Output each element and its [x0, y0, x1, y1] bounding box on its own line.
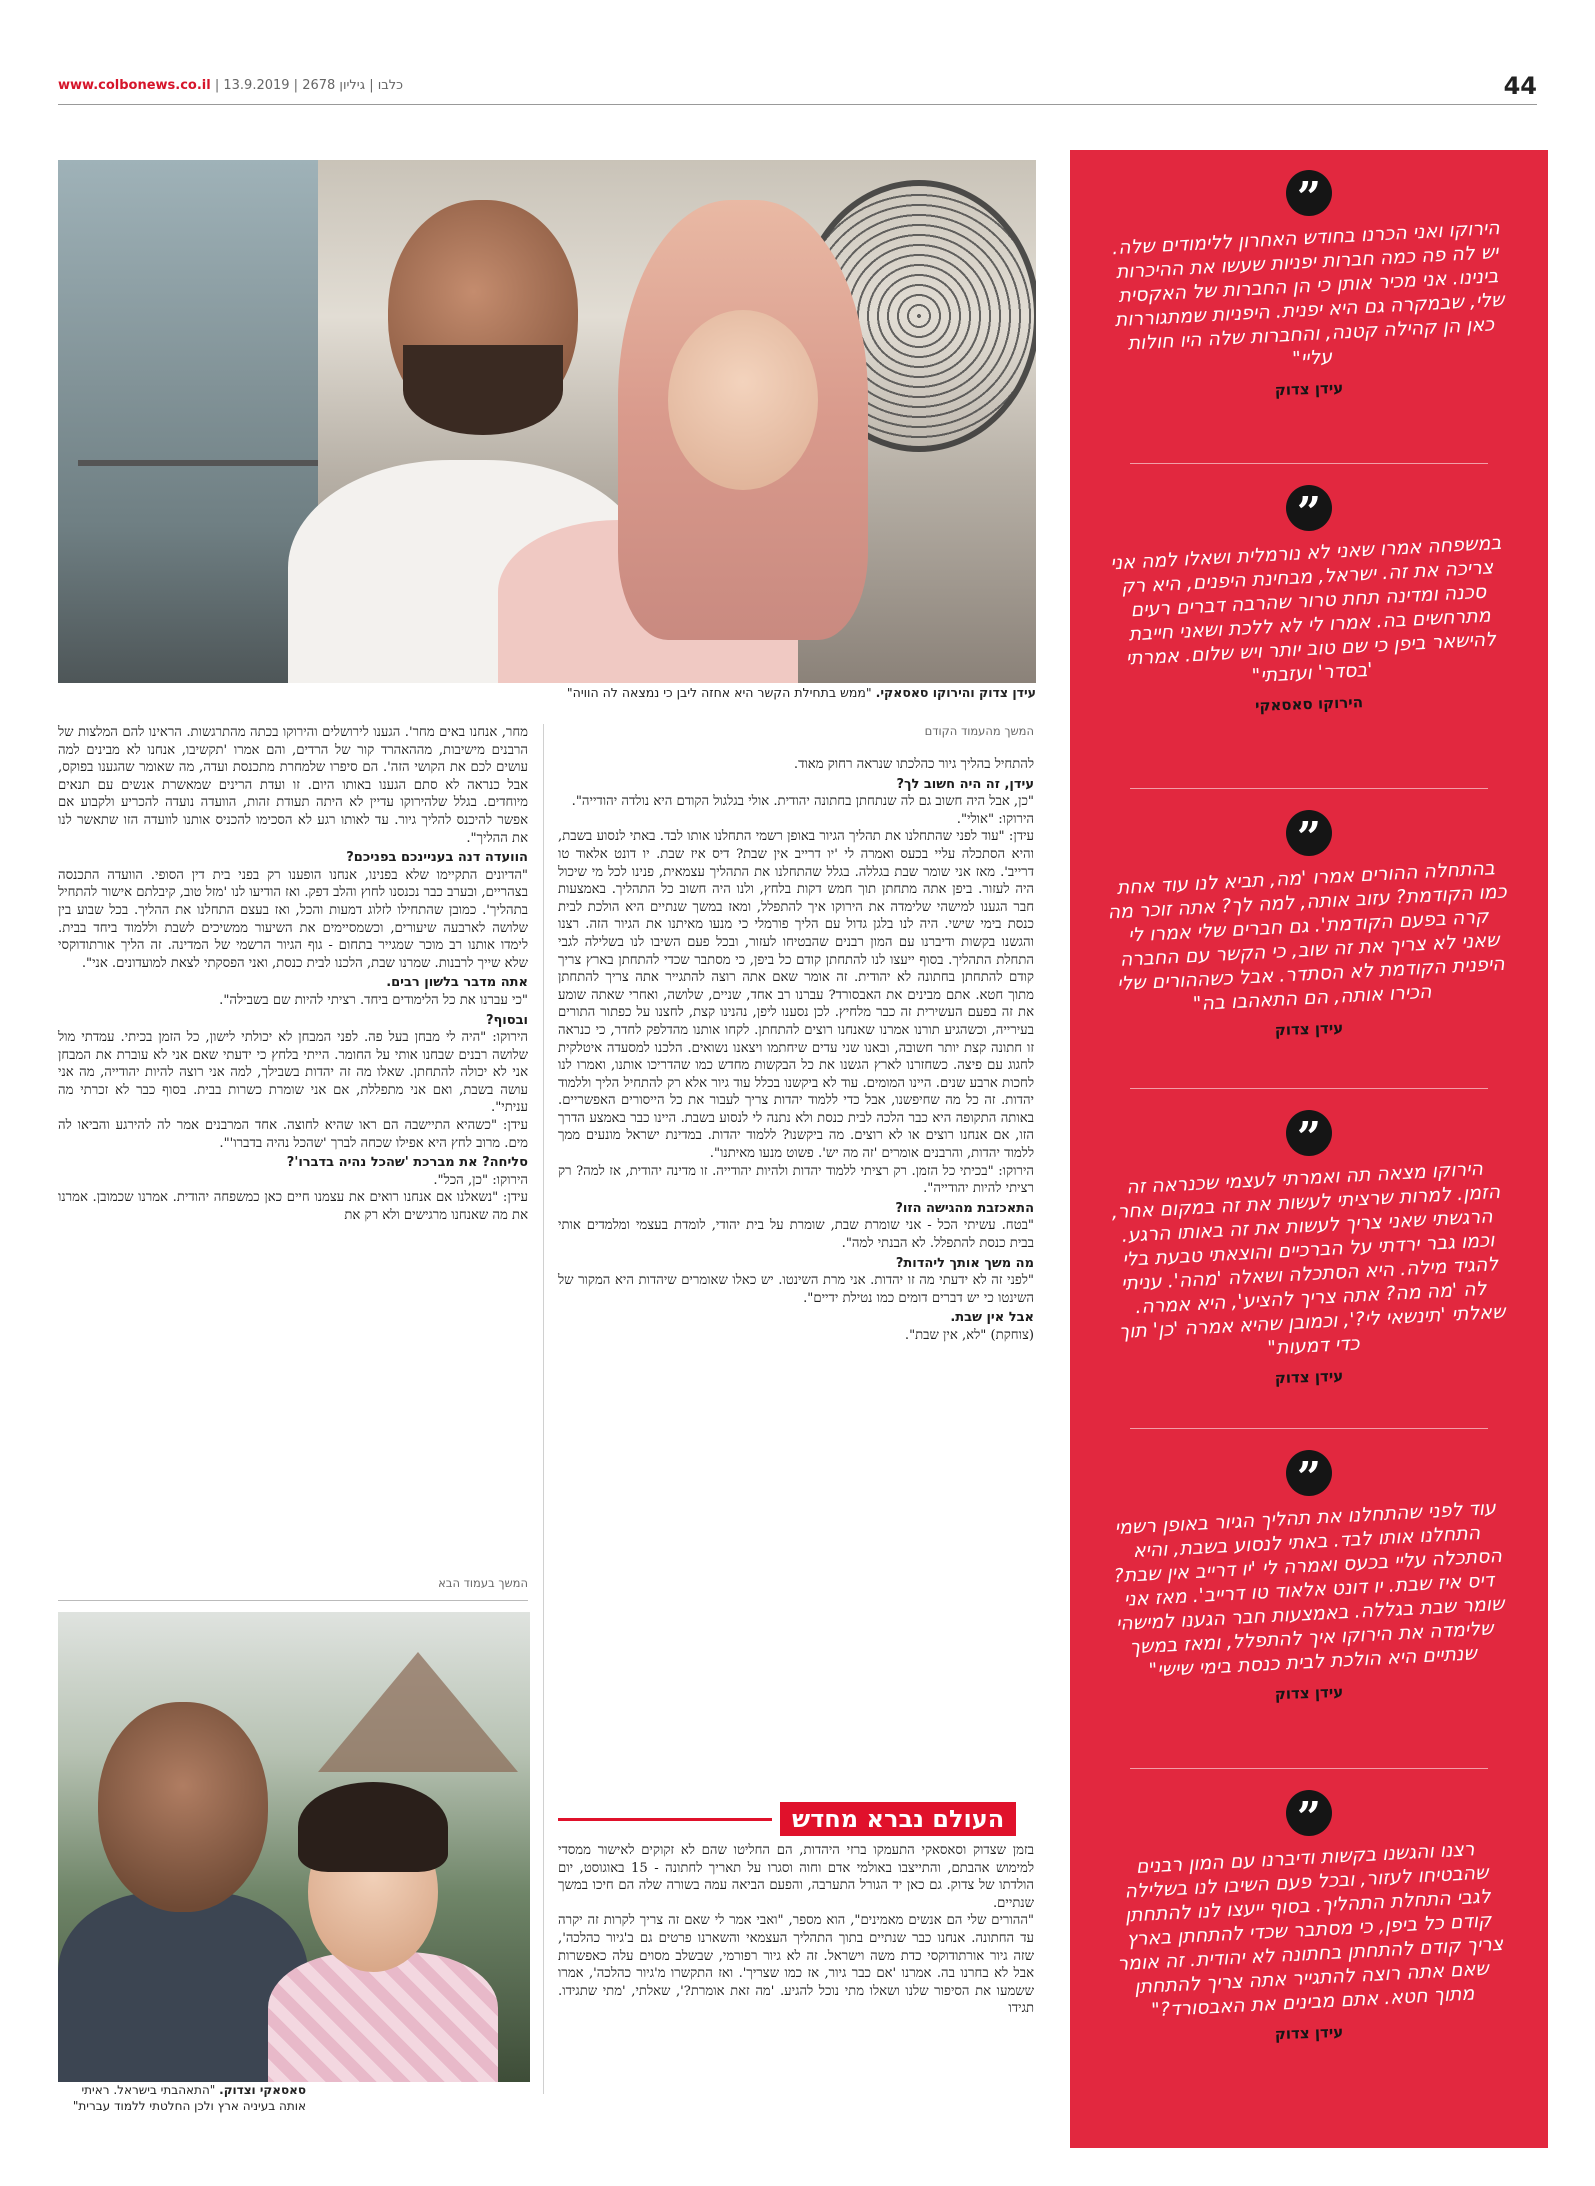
column-divider: [543, 724, 544, 2094]
pull-quote-text: הירוקו מצאה תה ואמרתי לעצמי שכנראה זה הזמן. למרות שרציתי לעשות את זה במקום אחר, הרגשתי שאני צריך לעשות את זה באותו הרגע. וכמו גבר ירדתי על הברכיים והוצאתי טבעת בלי להגיד מילה. היא הסתכלה ושאלה 'מהה'. עניתי לה 'מה מה? אתה צריך להציע', היא אמרה. שאלתי 'תינשאי לי?', וכמובן שהיא אמרה 'כן' תוך כדי דמעות": [1111, 1157, 1506, 1360]
continued-from-note: המשך מהעמוד הקודם: [924, 724, 1034, 738]
quote-separator: [1130, 788, 1488, 789]
interview-question: אבל אין שבת.: [950, 1310, 1034, 1326]
header-rule: [58, 104, 1537, 105]
pull-quote-text: רצנו והגשנו בקשות ודיברנו עם המון רבנים שהבטיחו לעזור, ובכל פעם השיבו לנו בשלילה לגבי התחלת התהליך. בסוף ייעצו לנו להתחתן קודם כל ביפן, כי מסתבר שכדי להתחתן בארץ צריך קודם להתחתן בחתונה לא יהודית. זה אומר שאם אתה רוצה להתגייר אתה צריך להתחתן מתוך חטא. אתם מבינים את האבסורד?": [1116, 1838, 1504, 2022]
issue-number: גיליון 2678: [302, 78, 366, 93]
section-subhead: העולם נברא מחדש: [780, 1802, 1016, 1836]
article-paragraph: הירוקו: "כן, הכל".: [433, 1172, 528, 1188]
article-paragraph: "הדיונים התקיימו שלא בפנינו, אנחנו הופענו רק בפני בית דין הסופי. הוועדה התכנסה בצהריים, ובערב כבר נכנסנו לחוץ והלב דפק. ואז הודיעו לנו 'מזל טוב, קיבלתם אישור להתחיל בתהליך'. כמובן שהתחילו לזלוג דמעות והכל, ואז בעצם התחלנו את ההליך. בכל שבוע בין שלושה לארבעה שיעורים, וכשמסיימים את השיעור ממשיכים לשבת וללמוד ביחד בבית. לימדו אותנו רב מוכר שמגייר בתחום - גוף הגיור הרשמי של המדינה. זה הליך אורתודוקסי שלא שייך לרבנות. שמרנו שבת, הלכנו לבית כנסת, ואני הפסקתי לצאת למועדונים. אני".: [58, 867, 528, 971]
masthead-info: www.colbonews.co.il | כלבו | גיליון 2678 | 13.9.2019: [58, 78, 404, 93]
pull-quote-text: הירוקו ואני הכרנו בחודש האחרון ללימודים שלה. יש לה פה כמה חברות יפניות שעשו את ההיכרות בינינו. אני מכיר אותן כי הן החברות של האקסית שלי, שבמקרה גם היא יפנית. היפניות שמתגוררות כאן הן קהילה קטנה, והחברות שלה היו חולות עליי": [1111, 216, 1505, 370]
caption-names: עידן צדוק והירוקו סאסאקי.: [875, 685, 1036, 700]
quote-mark-icon: ”: [1286, 485, 1332, 531]
pull-quote: [1070, 170, 1548, 398]
quotes-sidebar: [1070, 150, 1548, 2148]
quote-mark-icon: ”: [1286, 810, 1332, 856]
article-paragraph: עידן: "נשאלנו אם אנחנו רואים את עצמנו חיים כאן כמשפחה יהודית. אמרנו שכמובן. אמרנו את מה שאנחנו מרגישים ולא רק את: [58, 1190, 528, 1224]
article-column-left: [58, 724, 528, 1225]
caption2-names: סאסאקי וצדוק.: [219, 2083, 306, 2097]
pull-quote-attribution: עידן צדוק: [1274, 1682, 1344, 1704]
pull-quote-attribution: הירוקו סאסאקי: [1254, 693, 1364, 715]
article-paragraph: "כי עברנו את כל הלימודים ביחד. רציתי להיות שם בשבילה".: [219, 992, 528, 1008]
pull-quote-text: במשפחה אמרו שאני לא נורמלית ושאלו למה אני צריכה את זה. ישראל, מבחינת היפנים, היא רק סכנה ומדינה תחת טרור שהרבה דברים רעים מתרחשים בה. אמרו לי לא ללכת ושאני חייבת להישאר ביפן כי שם טוב יותר ויש שלום. אמרתי 'בסדר' ועזבתי": [1109, 531, 1502, 688]
couple-photo: [58, 160, 1036, 683]
site-url[interactable]: www.colbonews.co.il: [58, 78, 211, 93]
article-column-right-lower: [558, 1842, 1034, 2018]
article-column-right: [558, 756, 1034, 1345]
quote-separator: [1130, 1088, 1488, 1089]
pull-quote: [1070, 1790, 1548, 2042]
pull-quote: [1070, 485, 1548, 713]
article-paragraph: בזמן שצדוק וסאסאקי התעמקו ברזי היהדות, הם החליטו שהם לא זקוקים לאישור ממסדי למימוש אהבתם, והתייצבו באולמי אדם וחוה וסגרו על תאריך לחתונה - 15 באוגוסט, יום הולדתו של צדוק. גם כאן יד הגורל התערבה, והפעם הביאה עמה בשורה שלה הם חיכו במשך שנתיים.: [558, 1843, 1034, 1911]
subhead-rule: [558, 1818, 772, 1821]
quote-mark-icon: ”: [1286, 1450, 1332, 1496]
quote-separator: [1130, 463, 1488, 464]
quote-separator: [1130, 1428, 1488, 1429]
interview-question: התאכזבת מהגישה הזו?: [895, 1200, 1034, 1216]
pull-quote-text: בהתחלה ההורים אמרו 'מה, תביא לנו עוד אחת כמו הקודמת? עזוב אותה, למה לך? אתה זוכר מה קרה בפעם הקודמת'. גם חברים שלי אמרו לי שאני לא צריך את זה שוב, כי הקשר עם החברה היפנית הקודמת לא הסתדר. אבל כשההורים שלי הכירו אותה, הם התאהבו בה": [1107, 857, 1508, 1016]
article-paragraph: הירוקו: "אולי".: [956, 811, 1034, 827]
publication-name: כלבו: [377, 78, 404, 93]
interview-question: אתה מדבר בלשון רבים.: [386, 975, 528, 991]
photo2-caption: [58, 2082, 306, 2114]
pull-quote: [1070, 1110, 1548, 1386]
article-paragraph: מחר, אנחנו באים מחר'. הגענו לירושלים והירוקו בכתה מהתרגשות. הראינו להם המלצות של הרבנים מישיבות, מההאהרד קור של הרדים, והם אמרו 'תקשיבו, אנחנו לא מבינים למה עושים לכם את הקושי הזה'. הם סיפרו שלמחרת מתכנסת ועדה, מה שאומר שהגענו בפוקס, אבל כנראה לא סתם הגענו באותו היום. זו ועדת הרינים שמאשרת אנשים עם תנאים מיוחדים. בגלל שלהירוקו עדיין לא היתה תעודת זהות, הוועדה נועדה להכריע ולקבוע אם אפשר להיכנס להליך גיור. עד לאותו רגע לא הסכימו להכניס אותנו לוועדה הזו שתאשר לנו את ההליך".: [58, 725, 528, 846]
article-paragraph: הירוקו: "בכיתי כל הזמן. רק רציתי ללמוד יהדות ולהיות יהודייה. זו מדינה יהודית, אז למה? רק רציתי להיות יהודייה".: [558, 1163, 1034, 1197]
page-number: 44: [1503, 72, 1537, 100]
interview-question: סליחה? את מברכת 'שהכל נהיה בדברו'?: [286, 1155, 528, 1171]
interview-question: מה משך אותך ליהדות?: [895, 1255, 1034, 1271]
article-paragraph: "לפני זה לא ידעתי מה זו יהדות. אני מרת השינטו. יש כאלו שאומרים שיהדות היא המקור של השינטו כי יש דברים דומים כמו נטילת ידיים".: [558, 1273, 1034, 1306]
article-paragraph: (צוחקת) "לא, אין שבת".: [904, 1328, 1034, 1343]
pull-quote: [1070, 1450, 1548, 1702]
pull-quote-attribution: עידן צדוק: [1274, 1018, 1344, 1040]
interview-question: הוועדה דנה בעניינכם בפניכם?: [346, 850, 528, 866]
pull-quote-attribution: עידן צדוק: [1274, 2022, 1344, 2044]
article-paragraph: "כן, אבל היה חשוב גם לה שנתחתן בחתונה יהודית. אולי בגלגול הקודם היא נולדה יהודייה".: [571, 794, 1034, 810]
caption-quote: "ממש בתחילת הקשר היא אחזה ליבן כי נמצאה לה הוויה": [566, 685, 872, 700]
article-paragraph: עידן: "כשהיא התיישבה הם ראו שהיא לחוצה. אחד המרבנים אמר לה להירגע והביאו לה מים. מרוב לחץ היא אפילו שכחה לברך 'שהכל נהיה בדברו'".: [58, 1118, 528, 1151]
interview-question: ובסוף?: [485, 1012, 528, 1028]
article-paragraph: "ההורים שלי הם אנשים מאמינים", הוא מספר, "ואבי אמר לי שאם זה צריך לקרות זה יקרה עד החתונה. אנחנו כבר שנתיים בתוך התהליך העצמאי והשארנו פרטים גם ב'גיור כהלכה', שזה גיור אורתודוקסי כדת משה וישראל. זה לא גיור רפורמי, שבשלב מסוים עלה כאפשרות אבל לא בחרנו בה. אמרנו 'אם כבר גיור, אז כמו שצריך'. ואז התקשרו מ'גיור כהלכה', אמרו ששמעו את הסיפור שלנו ושאלו מתי נוכל להגיע. 'מה זאת אומרת?', שאלתי, 'מתי שתגידו. תגידו: [558, 1913, 1034, 2017]
article-paragraph: להתחיל בהליך גיור כהלכתו שנראה רחוק מאוד.: [793, 757, 1034, 772]
kimono-photo: [58, 1612, 530, 2082]
photo-caption: [58, 685, 1036, 701]
article-paragraph: "בטח. עשיתי הכל - אני שומרת שבת, שומרת על בית יהודי, לומדת בעצמי ומלמדים אותי בבית כנסת להתפלל. לא הבנתי למה".: [558, 1218, 1034, 1252]
continued-next-note: המשך בעמוד הבא: [438, 1576, 528, 1590]
quote-mark-icon: ”: [1286, 170, 1332, 216]
issue-date: 13.9.2019: [223, 78, 290, 93]
quote-mark-icon: ”: [1286, 1790, 1332, 1836]
pull-quote: [1070, 810, 1548, 1038]
caption2-quote: "התאהבתי בישראל. ראיתי אותה בעיניה ארץ ולכן החלטתי ללמוד עברית": [72, 2083, 306, 2113]
article-paragraph: הירוקו: "היה לי מבחן בעל פה. לפני המבחן לא יכולתי לישון, כל הזמן בכיתי. עמדתי מול שלושה רבנים שבחנו אותי על החומר. הייתי בלחץ כי ידעתי שאם אני לא עוברת את המבחן אני לא יכולה להתחתן. שאלו מה זה יהדות בשבילך, למה אני רוצה להיות יהודייה, מה אני עושה בשבת, ואם אני מתפללת, אם אני שומרת כשרות בבית. בסוף כבר לא זכרתי מה עניתי".: [58, 1030, 528, 1116]
interview-question: עידן, זה היה חשוב לך?: [896, 776, 1034, 792]
pull-quote-attribution: עידן צדוק: [1274, 378, 1344, 400]
article-paragraph: עידן: "עוד לפני שהתחלנו את תהליך הגיור באופן רשמי התחלנו אותו לבד. באתי לנסוע בשבת, והיא הסתכלה עליי בכעס ואמרה לי 'יו דרייב אין שבת? דיס איז שבת. יו דונט אלאוד טו דרייב'. מאז אני שומר שבת בגללה. בגלל שהתחלנו את התהליך עצמאית, פנינו לכל מי שיכול היה לעזור. ביפן אתה מתחתן תוך חמש דקות בלחץ, ולנו היה חשוב כל התהליך. באמצעות חבר הגענו למישהי שלימדה את הירוקו איך להתפלל, ומאז במשך שנתיים היא הולכת לבית כנסת בימי שישי. היה לנו בלגן גדול עם הליך פורמלי כי מנעו מאיתנו את הגיור הזה. רצנו והגשנו בקשות ודיברנו עם המון רבנים שהבטיחו לעזור, ובכל פעם השיבו לנו בשלילה לגבי התחלת התהליך. בסוף ייעצו לנו להתחתן קודם כל ביפן, כי מסתבר שכדי להתחתן בארץ צריך קודם להתחתן בחתונה לא יהודית. זה אומר שאם אתה רוצה להתגייר אתה צריך להתחתן מתוך חטא. אתם מבינים את האבסורד? עברנו רב אחד, שניים, שלושה, ואחרי שאתה שומע את זה בפעם העשירית זה כבר מלחיץ. לכן נסענו ליפן, נהנינו קצת, לחצנו על כפתור התורים בעירייה, וכשהגיע תורנו אמרנו שאנחנו רוצים להתחתן. לקחו אותנו מהדלפק לחדר, כי כנראה זו חתונה קצת יותר חשובה, ובאנו שני עדים שיחתמו ויצאנו נשואים. הלכנו למסעדה איטלקית לחגוג עם פיצה. כשחזרנו לארץ הגשנו את כל הבקשות מחדש כמו שהדריכו אותנו, ואמרו לנו לחכות ארבע שנים. היינו המומים. עוד לא ביקשנו בכלל עוד גיור אלא רק להתחיל הליך וללמוד יהדות. זה כל מה שחיפשנו, אבל כדי ללמוד יהדות צריך לעבור את כל הייסורים האפשריים. באותה התקופה היא כבר הלכה לבית כנסת ולא נתנה לי לנסוע בשבת. היינו כבר באמצע הדרך הזו, אם אנחנו רוצים או לא רוצים. מה ביקשנו? ללמוד יהדות. במדינת ישראל מונעים ממך ללמוד יהדות, והרבנים אומרים 'זה מה יש'. פשוט מנעו מאיתנו".: [558, 829, 1034, 1162]
quote-separator: [1130, 1768, 1488, 1769]
pull-quote-text: עוד לפני שהתחלנו את תהליך הגיור באופן רשמי התחלנו אותו לבד. באתי לנסוע בשבת, והיא הסתכלה עליי בכעס ואמרה לי 'יו דרייב אין שבת? דיס איז שבת. יו דונט אלאוד טו דרייב'. מאז אני שומר שבת בגללה. באמצעות חבר הגענו למישהי שלימדה את הירוקו איך להתפלל, ומאז במשך שנתיים היא הולכת לבית כנסת בימי שישי": [1113, 1497, 1505, 1682]
quote-mark-icon: ”: [1286, 1110, 1332, 1156]
pull-quote-attribution: עידן צדוק: [1274, 1366, 1344, 1388]
column-end-rule: [58, 1600, 528, 1601]
